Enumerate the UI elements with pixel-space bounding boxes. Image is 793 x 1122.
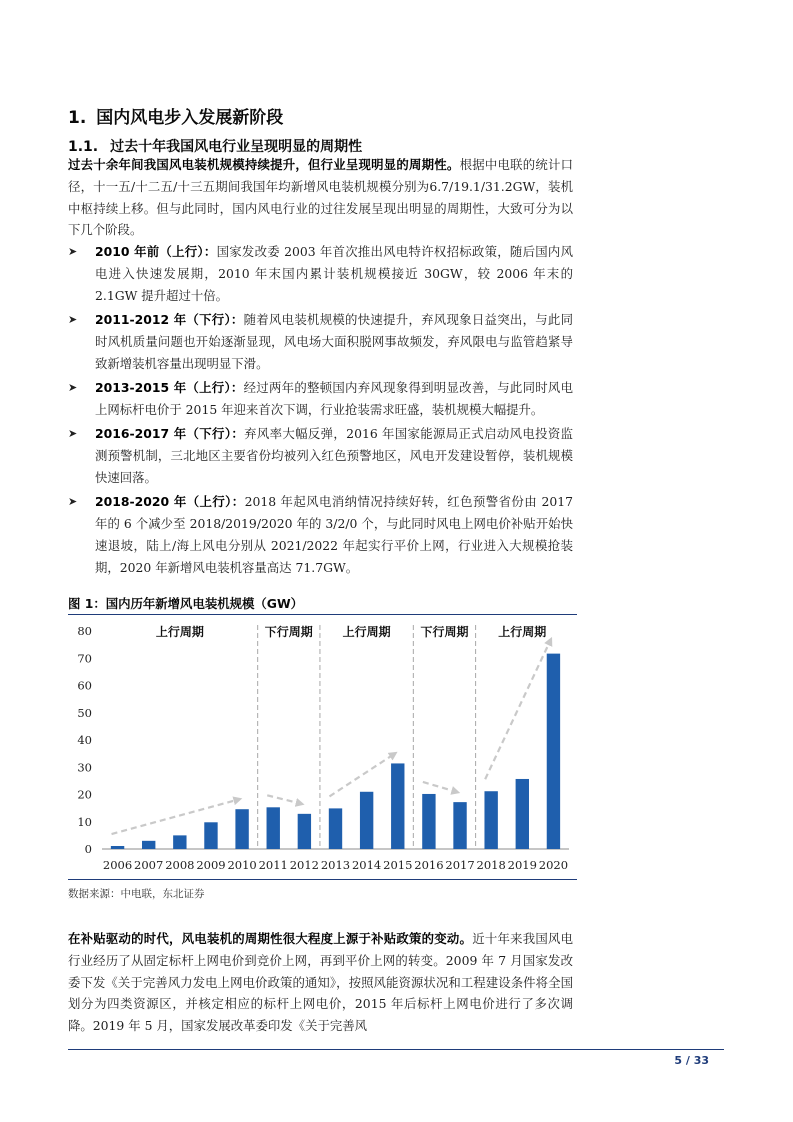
bar-2008	[173, 835, 186, 849]
section-heading	[68, 103, 283, 128]
bullet-arrow-icon: ➤	[68, 427, 78, 441]
x-tick-label: 2014	[351, 858, 382, 872]
x-tick-label: 2018	[476, 858, 506, 872]
period-item	[68, 491, 573, 578]
period-label: 下行周期	[420, 625, 469, 639]
period-lead: 2010 年前（上行）：	[95, 244, 217, 259]
bullet-arrow-icon: ➤	[68, 380, 78, 394]
bar-2010	[235, 809, 248, 849]
bar-2011	[267, 807, 280, 849]
bar-2015	[391, 763, 404, 849]
y-tick-label: 50	[77, 705, 92, 720]
y-tick-label: 80	[77, 624, 92, 638]
figure-title: 图 1：国内历年新增风电装机规模（GW）	[68, 596, 304, 611]
x-tick-label: 2006	[102, 858, 133, 872]
x-tick-label: 2019	[507, 858, 537, 872]
period-item	[68, 241, 573, 306]
subsection-heading	[68, 136, 362, 156]
period-label: 上行周期	[342, 625, 391, 639]
bullet-arrow-icon: ➤	[68, 312, 78, 326]
bullet-arrow-icon: ➤	[68, 245, 78, 258]
period-text: 弃风率大幅反弹，2016 年国家能源局正式启动风电投资监测预警机制，三北地区主要省份均被列入红色预警地区，风电开发建设暂停，装机规模快速回落。	[95, 426, 573, 485]
intro-text: 根据中电联的统计口径，十一五/十二五/十三五期间我国年均新增风电装机规模分别为6.7/19.1/31.2GW，装机中枢持续上移。但与此同时，国内风电行业的过往发展呈现出明显的周期性，大致可分为以下几个阶段。	[68, 157, 574, 238]
figure-source: 数据来源：中电联，东北证券	[68, 888, 205, 900]
policy-text: 近十年来我国风电行业经历了从固定标杆上网电价到竞价上网，再到平价上网的转变。2009 年 7 月国家发改委下发《关于完善风力发电上网电价政策的通知》，按照风能资源状况和工程建设条件将全国划分为四类资源区，并核定相应的标杆上网电价，2015 年后标杆上网电价进行了多次调降。2019 年 5 月，国家发展改革委印发《关于完善风	[68, 931, 574, 1034]
bullet-arrow-icon: ➤	[68, 495, 78, 509]
installed-capacity-bar-chart	[68, 615, 577, 877]
period-label: 上行周期	[498, 625, 547, 639]
intro-paragraph	[68, 154, 573, 241]
period-label: 下行周期	[264, 625, 313, 639]
subsection-number: 1.1.	[68, 139, 99, 155]
page-number: 5 / 33	[674, 1054, 709, 1067]
bar-2007	[142, 841, 155, 849]
period-lead: 2011-2012 年（下行）：	[95, 311, 244, 327]
period-lead: 2018-2020 年（上行）：	[95, 494, 245, 510]
bar-2006	[111, 846, 124, 849]
trend-arrow	[267, 795, 301, 804]
bar-2016	[422, 794, 435, 849]
period-item	[68, 309, 573, 374]
period-text: 经过两年的整顿国内弃风现象得到明显改善，与此同时风电上网标杆电价于 2015 年迎来首次下调，行业抢装需求旺盛，装机规模大幅提升。	[95, 379, 574, 417]
x-tick-label: 2008	[165, 858, 195, 872]
period-label: 上行周期	[155, 625, 204, 639]
y-tick-label: 60	[77, 678, 92, 693]
bar-2018	[484, 791, 497, 849]
x-tick-label: 2012	[289, 858, 320, 872]
period-text: 2018 年起风电消纳情况持续好转，红色预警省份由 2017 年的 6 个减少至 2018/2019/2020 年的 3/2/0 个，与此同时风电上网电价补贴开始快速退坡，陆上/海上风电分别从 2021/2022 年起实行平价上网，行业进入大规模抢装期，2020 年新增风电装机容量高达 71.7GW。	[95, 494, 573, 575]
period-list	[68, 241, 573, 581]
x-tick-label: 2011	[258, 858, 288, 872]
bar-2014	[360, 792, 373, 849]
policy-paragraph	[68, 928, 573, 1037]
y-tick-label: 70	[77, 651, 92, 666]
trend-arrow	[112, 799, 240, 834]
y-tick-label: 10	[77, 814, 92, 829]
section-title: 国内风电步入发展新阶段	[96, 108, 284, 128]
x-tick-label: 2016	[414, 858, 444, 872]
period-lead: 2016-2017 年（下行）：	[95, 426, 245, 442]
trend-arrow	[329, 753, 395, 796]
intro-lead: 过去十余年间我国风电装机规模持续提升，但行业呈现明显的周期性。	[68, 157, 460, 172]
trend-arrow	[485, 640, 551, 780]
y-tick-label: 40	[77, 733, 92, 747]
footer-rule	[68, 1049, 724, 1050]
section-number: 1.	[68, 108, 87, 128]
y-tick-label: 0	[84, 842, 92, 856]
x-tick-label: 2015	[383, 858, 413, 872]
period-text: 国家发改委 2003 年首次推出风电特许权招标政策，随后国内风电进入快速发展期，2010 年末国内累计装机规模接近 30GW，较 2006 年末的 2.1GW 提升超过十倍。	[95, 244, 573, 303]
period-text: 随着风电装机规模的快速提升，弃风现象日益突出，与此同时风机质量问题也开始逐渐显现，风电场大面积脱网事故频发，弃风限电与监管趋紧导致新增装机容量出现明显下滑。	[95, 311, 574, 371]
y-tick-label: 30	[77, 760, 92, 775]
x-tick-label: 2017	[445, 858, 475, 872]
figure-bottom-rule	[68, 879, 577, 880]
bar-2017	[453, 802, 466, 849]
bar-2013	[329, 808, 342, 849]
period-item	[68, 377, 573, 421]
x-tick-label: 2009	[196, 858, 226, 872]
bar-2019	[516, 779, 529, 849]
x-tick-label: 2020	[538, 858, 569, 872]
trend-arrow	[423, 782, 457, 792]
x-tick-label: 2007	[134, 858, 164, 872]
x-tick-label: 2010	[227, 858, 257, 872]
bar-2012	[298, 814, 311, 849]
period-item	[68, 423, 573, 488]
period-lead: 2013-2015 年（上行）：	[95, 379, 244, 395]
bar-2020	[547, 654, 560, 849]
bar-2009	[204, 822, 217, 849]
subsection-title: 过去十年我国风电行业呈现明显的周期性	[110, 139, 363, 155]
x-tick-label: 2013	[320, 858, 351, 872]
policy-lead: 在补贴驱动的时代，风电装机的周期性很大程度上源于补贴政策的变动。	[68, 931, 473, 946]
y-tick-label: 20	[77, 787, 92, 802]
